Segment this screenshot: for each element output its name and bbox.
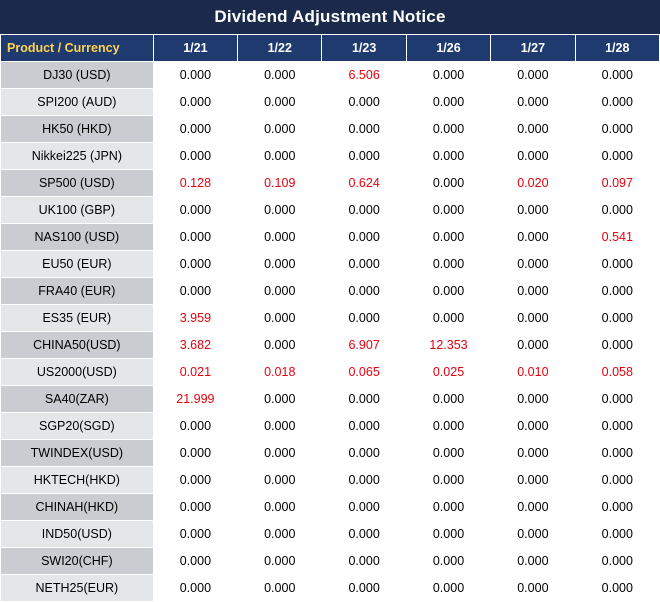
dividend-value-cell: 0.000 [322, 413, 406, 440]
dividend-value-cell: 0.000 [238, 143, 322, 170]
table-row [1, 305, 660, 332]
dividend-value-cell: 0.000 [238, 440, 322, 467]
dividend-value-cell: 0.000 [153, 143, 237, 170]
dividend-value-cell: 0.000 [322, 278, 406, 305]
dividend-value-cell: 0.000 [491, 467, 575, 494]
table-row [1, 440, 660, 467]
table-row [1, 62, 660, 89]
dividend-value-cell: 0.000 [575, 251, 659, 278]
dividend-value-cell: 0.000 [575, 116, 659, 143]
dividend-value-cell: 0.000 [491, 494, 575, 521]
product-name-cell: CHINAH(HKD) [1, 494, 154, 521]
dividend-value-cell: 0.000 [238, 305, 322, 332]
table-body [1, 62, 660, 602]
column-header-date-3: 1/23 [322, 35, 406, 62]
dividend-value-cell: 0.000 [153, 89, 237, 116]
dividend-value-cell: 3.959 [153, 305, 237, 332]
dividend-value-cell: 0.000 [322, 197, 406, 224]
product-name-cell: HKTECH(HKD) [1, 467, 154, 494]
dividend-value-cell: 0.000 [238, 251, 322, 278]
product-name-cell: SA40(ZAR) [1, 386, 154, 413]
table-row [1, 197, 660, 224]
dividend-value-cell: 0.624 [322, 170, 406, 197]
dividend-value-cell: 0.000 [238, 197, 322, 224]
dividend-value-cell: 0.000 [491, 62, 575, 89]
dividend-value-cell: 0.000 [406, 224, 490, 251]
table-row [1, 251, 660, 278]
dividend-value-cell: 0.000 [238, 548, 322, 575]
dividend-value-cell: 0.000 [153, 467, 237, 494]
dividend-value-cell: 0.021 [153, 359, 237, 386]
dividend-value-cell: 0.000 [491, 89, 575, 116]
dividend-value-cell: 0.000 [491, 332, 575, 359]
dividend-value-cell: 0.000 [238, 89, 322, 116]
dividend-value-cell: 0.000 [238, 278, 322, 305]
product-name-cell: FRA40 (EUR) [1, 278, 154, 305]
dividend-value-cell: 0.000 [406, 575, 490, 602]
dividend-value-cell: 0.000 [322, 251, 406, 278]
table-row [1, 170, 660, 197]
dividend-value-cell: 0.000 [322, 575, 406, 602]
table-row [1, 467, 660, 494]
dividend-value-cell: 3.682 [153, 332, 237, 359]
product-name-cell: UK100 (GBP) [1, 197, 154, 224]
table-row [1, 413, 660, 440]
table-row [1, 494, 660, 521]
dividend-value-cell: 0.000 [491, 224, 575, 251]
dividend-value-cell: 0.000 [491, 413, 575, 440]
dividend-value-cell: 0.000 [238, 116, 322, 143]
dividend-value-cell: 0.000 [491, 278, 575, 305]
dividend-value-cell: 0.000 [238, 224, 322, 251]
product-name-cell: US2000(USD) [1, 359, 154, 386]
dividend-value-cell: 0.000 [575, 62, 659, 89]
product-name-cell: HK50 (HKD) [1, 116, 154, 143]
product-name-cell: DJ30 (USD) [1, 62, 154, 89]
dividend-value-cell: 0.000 [575, 332, 659, 359]
dividend-value-cell: 0.000 [575, 440, 659, 467]
dividend-value-cell: 0.000 [322, 305, 406, 332]
dividend-value-cell: 0.000 [238, 413, 322, 440]
table-row [1, 89, 660, 116]
dividend-value-cell: 0.000 [406, 116, 490, 143]
dividend-value-cell: 0.000 [238, 62, 322, 89]
dividend-value-cell: 0.000 [575, 575, 659, 602]
dividend-value-cell: 0.000 [153, 278, 237, 305]
product-name-cell: SP500 (USD) [1, 170, 154, 197]
table-row [1, 521, 660, 548]
dividend-value-cell: 0.000 [491, 386, 575, 413]
dividend-value-cell: 0.000 [575, 413, 659, 440]
dividend-table [0, 34, 660, 602]
dividend-value-cell: 0.000 [575, 143, 659, 170]
dividend-value-cell: 0.000 [491, 116, 575, 143]
dividend-value-cell: 0.000 [575, 494, 659, 521]
product-name-cell: EU50 (EUR) [1, 251, 154, 278]
dividend-value-cell: 0.000 [238, 332, 322, 359]
dividend-value-cell: 0.541 [575, 224, 659, 251]
dividend-value-cell: 0.000 [491, 143, 575, 170]
dividend-value-cell: 0.018 [238, 359, 322, 386]
dividend-value-cell: 0.000 [491, 548, 575, 575]
dividend-value-cell: 0.000 [322, 467, 406, 494]
dividend-value-cell: 0.000 [406, 170, 490, 197]
product-name-cell: SWI20(CHF) [1, 548, 154, 575]
dividend-value-cell: 0.000 [153, 440, 237, 467]
table-header [1, 35, 660, 62]
dividend-value-cell: 0.000 [322, 143, 406, 170]
table-row [1, 359, 660, 386]
product-name-cell: SGP20(SGD) [1, 413, 154, 440]
dividend-value-cell: 0.000 [238, 521, 322, 548]
dividend-value-cell: 0.000 [406, 548, 490, 575]
dividend-value-cell: 0.000 [406, 62, 490, 89]
dividend-value-cell: 0.000 [238, 575, 322, 602]
dividend-value-cell: 0.058 [575, 359, 659, 386]
dividend-value-cell: 0.000 [238, 467, 322, 494]
dividend-value-cell: 0.000 [491, 575, 575, 602]
column-header-date-1: 1/21 [153, 35, 237, 62]
dividend-value-cell: 0.000 [406, 278, 490, 305]
dividend-value-cell: 0.000 [575, 548, 659, 575]
dividend-value-cell: 0.000 [153, 521, 237, 548]
dividend-value-cell: 0.000 [406, 251, 490, 278]
dividend-value-cell: 0.000 [575, 467, 659, 494]
table-row [1, 575, 660, 602]
product-name-cell: NETH25(EUR) [1, 575, 154, 602]
table-row [1, 143, 660, 170]
table-row [1, 116, 660, 143]
dividend-value-cell: 0.000 [491, 197, 575, 224]
dividend-value-cell: 0.000 [491, 251, 575, 278]
dividend-value-cell: 0.000 [491, 305, 575, 332]
dividend-value-cell: 0.000 [322, 386, 406, 413]
dividend-value-cell: 0.000 [322, 548, 406, 575]
dividend-value-cell: 0.000 [153, 116, 237, 143]
column-header-date-5: 1/27 [491, 35, 575, 62]
column-header-product: Product / Currency [1, 35, 154, 62]
dividend-value-cell: 0.010 [491, 359, 575, 386]
column-header-date-6: 1/28 [575, 35, 659, 62]
dividend-value-cell: 0.000 [322, 89, 406, 116]
table-row [1, 548, 660, 575]
table-row [1, 224, 660, 251]
dividend-value-cell: 0.000 [406, 386, 490, 413]
dividend-value-cell: 0.000 [322, 521, 406, 548]
dividend-value-cell: 0.000 [153, 548, 237, 575]
dividend-value-cell: 0.000 [153, 575, 237, 602]
dividend-value-cell: 6.506 [322, 62, 406, 89]
dividend-value-cell: 0.109 [238, 170, 322, 197]
column-header-date-4: 1/26 [406, 35, 490, 62]
dividend-value-cell: 0.000 [322, 116, 406, 143]
dividend-value-cell: 0.000 [153, 224, 237, 251]
dividend-value-cell: 0.000 [575, 386, 659, 413]
dividend-value-cell: 0.000 [238, 494, 322, 521]
dividend-value-cell: 0.000 [491, 440, 575, 467]
dividend-value-cell: 0.000 [153, 494, 237, 521]
dividend-value-cell: 0.000 [153, 251, 237, 278]
dividend-value-cell: 0.000 [575, 278, 659, 305]
dividend-value-cell: 0.128 [153, 170, 237, 197]
product-name-cell: IND50(USD) [1, 521, 154, 548]
dividend-value-cell: 0.000 [322, 494, 406, 521]
dividend-value-cell: 6.907 [322, 332, 406, 359]
table-row [1, 332, 660, 359]
dividend-value-cell: 0.000 [238, 386, 322, 413]
dividend-value-cell: 0.000 [153, 197, 237, 224]
page-title-text: Dividend Adjustment Notice [214, 7, 446, 26]
dividend-value-cell: 0.000 [406, 467, 490, 494]
page-title [0, 0, 660, 34]
dividend-value-cell: 0.000 [406, 494, 490, 521]
dividend-value-cell: 0.000 [406, 143, 490, 170]
dividend-value-cell: 0.020 [491, 170, 575, 197]
dividend-value-cell: 0.000 [406, 305, 490, 332]
product-name-cell: Nikkei225 (JPN) [1, 143, 154, 170]
dividend-value-cell: 0.000 [406, 440, 490, 467]
product-name-cell: CHINA50(USD) [1, 332, 154, 359]
product-name-cell: ES35 (EUR) [1, 305, 154, 332]
dividend-value-cell: 0.000 [575, 197, 659, 224]
dividend-value-cell: 0.000 [322, 224, 406, 251]
dividend-value-cell: 0.000 [406, 89, 490, 116]
dividend-value-cell: 0.000 [153, 62, 237, 89]
dividend-value-cell: 0.000 [406, 413, 490, 440]
product-name-cell: TWINDEX(USD) [1, 440, 154, 467]
dividend-value-cell: 21.999 [153, 386, 237, 413]
dividend-value-cell: 0.000 [406, 197, 490, 224]
table-row [1, 386, 660, 413]
table-row [1, 278, 660, 305]
product-name-cell: SPI200 (AUD) [1, 89, 154, 116]
dividend-value-cell: 0.025 [406, 359, 490, 386]
dividend-value-cell: 0.000 [575, 521, 659, 548]
table-header-row [1, 35, 660, 62]
dividend-value-cell: 0.000 [491, 521, 575, 548]
column-header-date-2: 1/22 [238, 35, 322, 62]
dividend-value-cell: 12.353 [406, 332, 490, 359]
dividend-value-cell: 0.097 [575, 170, 659, 197]
dividend-value-cell: 0.065 [322, 359, 406, 386]
dividend-value-cell: 0.000 [575, 89, 659, 116]
dividend-value-cell: 0.000 [406, 521, 490, 548]
dividend-value-cell: 0.000 [153, 413, 237, 440]
dividend-value-cell: 0.000 [575, 305, 659, 332]
dividend-value-cell: 0.000 [322, 440, 406, 467]
product-name-cell: NAS100 (USD) [1, 224, 154, 251]
